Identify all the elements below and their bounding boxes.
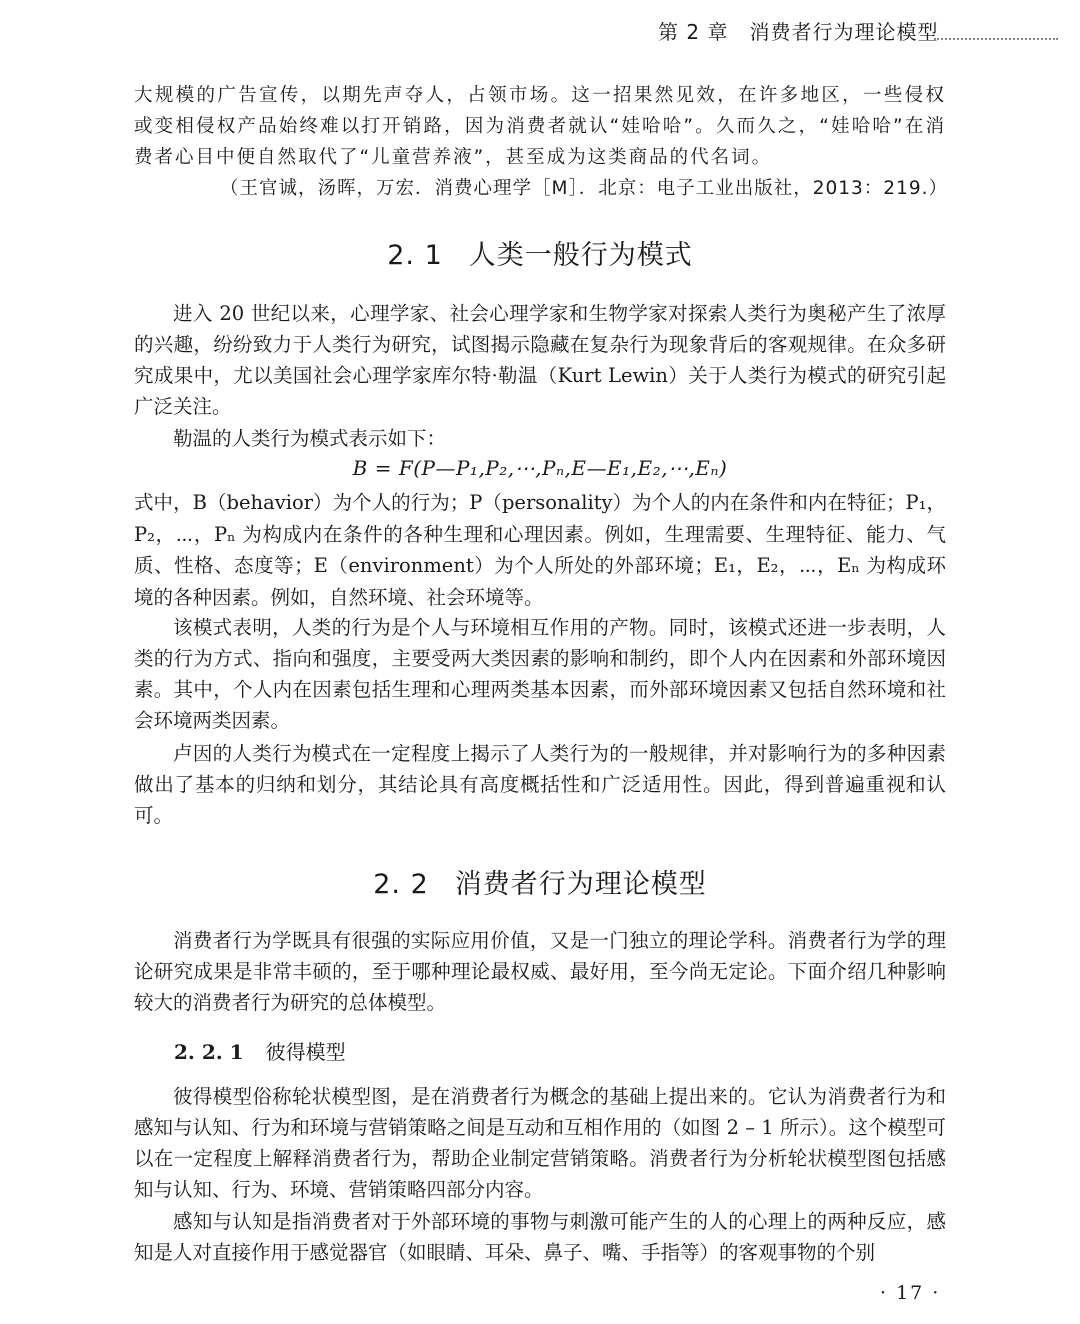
section-title: 人类一般行为模式 bbox=[468, 240, 693, 271]
quote-citation: （王官诚，汤晖，万宏．消费心理学［M］．北京：电子工业出版社，2013：219.） bbox=[220, 178, 948, 199]
subsection-number: 2. 2. 1 bbox=[174, 1040, 244, 1064]
paragraph-peter-model: 彼得模型俗称轮状模型图，是在消费者行为概念的基础上提出来的。它认为消费者行为和感知与认知、行为和环境与营销策略之间是互动和互相作用的（如图 2 – 1 所示）。这个模型可以在一定程度上解释消费者行为，帮助企业制定营销策略。消费者行为分析轮状模型图包括感知与认知、行为、环境、营销策略四部分内容。 bbox=[134, 1085, 946, 1201]
paragraph-perception: 感知与认知是指消费者对于外部环境的事物与刺激可能产生的人的心理上的两种反应，感知是人对直接作用于感觉器官（如眼睛、耳朵、鼻子、嘴、手指等）的客观事物的个别 bbox=[134, 1210, 946, 1264]
behavior-formula: B = F(P—P₁,P₂,⋯,Pₙ,E—E₁,E₂,⋯,Eₙ) bbox=[352, 456, 728, 480]
paragraph-consumer-behavior: 消费者行为学既具有很强的实际应用价值，又是一门独立的理论学科。消费者行为学的理论研究成果是非常丰硕的，至于哪种理论最权威、最好用，至今尚无定论。下面介绍几种影响较大的消费者行为研究的总体模型。 bbox=[134, 929, 946, 1014]
paragraph-model-significance: 卢因的人类行为模式在一定程度上揭示了人类行为的一般规律，并对影响行为的多种因素做出了基本的归纳和划分，其结论具有高度概括性和广泛适用性。因此，得到普遍重视和认可。 bbox=[134, 742, 946, 827]
section-number: 2. 2 bbox=[373, 869, 429, 900]
header-dotted-rule bbox=[934, 38, 1058, 40]
running-head: 第 2 章 消费者行为理论模型 bbox=[658, 20, 939, 44]
page-number: · 17 · bbox=[880, 1282, 941, 1304]
subsection-heading-2-2-1 bbox=[174, 1036, 346, 1065]
paragraph-formula-definition: 式中，B（behavior）为个人的行为；P（personality）为个人的内在条件和内在特征；P₁，P₂，⋯，Pₙ 为构成内在条件的各种生理和心理因素。例如，生理需要、生理特征、能力、气质、性格、态度等；E（environment）为个人所处的外部环境；E₁，E₂，⋯，Eₙ 为构成环境的各种因素。例如，自然环境、社会环境等。 bbox=[134, 491, 946, 609]
paragraph-intro: 进入 20 世纪以来，心理学家、社会心理学家和生物学家对探索人类行为奥秘产生了浓厚的兴趣，纷纷致力于人类行为研究，试图揭示隐藏在复杂行为现象背后的客观规律。在众多研究成果中，尤以美国社会心理学家库尔特·勒温（Kurt Lewin）关于人类行为模式的研究引起广泛关注。 bbox=[134, 302, 946, 418]
subsection-title: 彼得模型 bbox=[265, 1040, 346, 1064]
section-title: 消费者行为理论模型 bbox=[454, 869, 707, 900]
section-heading-2-1 bbox=[0, 233, 1080, 272]
quote-paragraph: 大规模的广告宣传，以期先声夺人，占领市场。这一招果然见效，在许多地区，一些侵权或变相侵权产品始终难以打开销路，因为消费者就认“娃哈哈”。久而久之，“娃哈哈”在消费者心目中便自然取代了“儿童营养液”，甚至成为这类商品的代名词。 bbox=[134, 85, 946, 168]
paragraph-model-meaning: 该模式表明，人类的行为是个人与环境相互作用的产物。同时，该模式还进一步表明，人类的行为方式、指向和强度，主要受两大类因素的影响和制约，即个人内在因素和外部环境因素。其中，个人内在因素包括生理和心理两类基本因素，而外部环境因素又包括自然环境和社会环境两类因素。 bbox=[134, 616, 946, 732]
section-number: 2. 1 bbox=[387, 240, 443, 271]
section-heading-2-2 bbox=[0, 862, 1080, 901]
paragraph-formula-intro: 勒温的人类行为模式表示如下： bbox=[173, 427, 447, 450]
